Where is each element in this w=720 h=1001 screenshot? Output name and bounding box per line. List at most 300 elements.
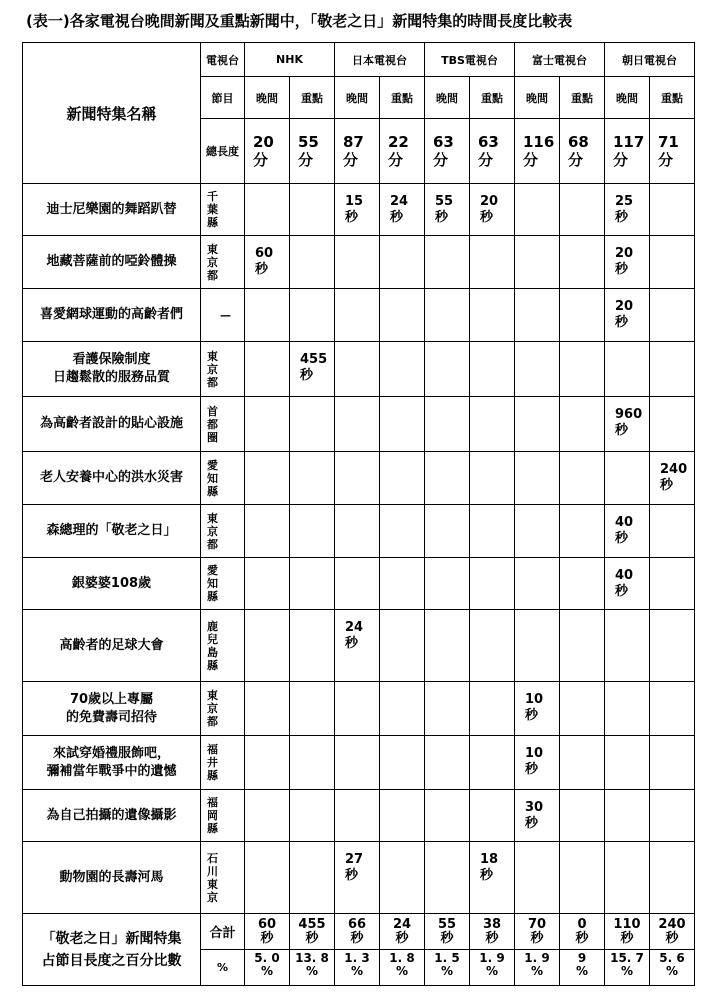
value-number: 27 bbox=[345, 852, 364, 867]
percent-value: 5. 0 bbox=[254, 951, 280, 965]
length-unit: 分 bbox=[343, 151, 359, 169]
value-cell bbox=[380, 342, 425, 397]
value-cell bbox=[515, 505, 560, 558]
value-cell bbox=[335, 236, 380, 289]
length-value: 63 bbox=[433, 133, 454, 151]
total-unit: 秒 bbox=[665, 930, 679, 946]
percent-cell bbox=[650, 950, 695, 986]
row-location bbox=[201, 505, 245, 558]
value-cell bbox=[290, 842, 335, 914]
value-cell bbox=[650, 397, 695, 452]
value-cell bbox=[245, 452, 290, 505]
row-name bbox=[23, 736, 201, 790]
row-location bbox=[201, 184, 245, 236]
row-name-line: 迪士尼樂園的舞蹈趴替 bbox=[46, 201, 177, 217]
total-cell bbox=[290, 914, 335, 950]
length-cell bbox=[605, 119, 650, 184]
value-cell bbox=[650, 682, 695, 736]
percent-value: 13. 8 bbox=[295, 951, 329, 965]
total-unit: 秒 bbox=[530, 930, 544, 946]
value-cell bbox=[290, 397, 335, 452]
value-cell bbox=[425, 736, 470, 790]
value-cell bbox=[470, 736, 515, 790]
value-cell bbox=[245, 236, 290, 289]
value-unit: 秒 bbox=[345, 636, 359, 651]
value-cell bbox=[650, 236, 695, 289]
percent-unit: % bbox=[260, 964, 274, 978]
value-cell bbox=[470, 505, 515, 558]
value-cell bbox=[470, 342, 515, 397]
percent-cell bbox=[560, 950, 605, 986]
value-cell bbox=[515, 289, 560, 342]
value-cell bbox=[425, 790, 470, 842]
row-name bbox=[23, 610, 201, 682]
value-cell bbox=[290, 505, 335, 558]
row-location bbox=[201, 842, 245, 914]
value-cell bbox=[335, 736, 380, 790]
row-location-text: 東京都 bbox=[207, 349, 218, 389]
value-cell bbox=[605, 236, 650, 289]
value-cell bbox=[290, 610, 335, 682]
length-value: 63 bbox=[478, 133, 499, 151]
value-cell bbox=[605, 184, 650, 236]
value-cell bbox=[515, 558, 560, 610]
program-cell: 晚間 bbox=[605, 77, 650, 119]
total-cell bbox=[245, 914, 290, 950]
value-unit: 秒 bbox=[615, 315, 629, 330]
value-cell bbox=[650, 842, 695, 914]
value-number: 20 bbox=[480, 194, 499, 209]
value-unit: 秒 bbox=[615, 423, 629, 438]
length-cell bbox=[380, 119, 425, 184]
total-unit: 秒 bbox=[440, 930, 454, 946]
value-cell bbox=[335, 289, 380, 342]
value-cell bbox=[425, 505, 470, 558]
row-location bbox=[201, 736, 245, 790]
value-cell bbox=[335, 842, 380, 914]
table-row bbox=[23, 682, 695, 736]
value-cell bbox=[380, 842, 425, 914]
value-cell bbox=[605, 682, 650, 736]
total-cell bbox=[605, 914, 650, 950]
value-cell bbox=[380, 558, 425, 610]
value-cell bbox=[290, 342, 335, 397]
value-cell bbox=[245, 610, 290, 682]
length-unit: 分 bbox=[613, 151, 629, 169]
total-unit: 秒 bbox=[350, 930, 364, 946]
length-value: 117 bbox=[613, 133, 645, 151]
value-cell bbox=[245, 790, 290, 842]
value-cell bbox=[650, 558, 695, 610]
percent-label: % bbox=[201, 950, 245, 986]
value-number: 24 bbox=[345, 620, 364, 635]
value-number: 24 bbox=[390, 194, 409, 209]
value-cell bbox=[335, 184, 380, 236]
length-cell bbox=[335, 119, 380, 184]
length-unit: 分 bbox=[658, 151, 674, 169]
value-cell bbox=[335, 505, 380, 558]
row-location-text: 石川東京 bbox=[207, 851, 218, 904]
row-location bbox=[201, 397, 245, 452]
value-cell bbox=[560, 397, 605, 452]
table-row bbox=[23, 184, 695, 236]
value-cell bbox=[380, 452, 425, 505]
length-unit: 分 bbox=[388, 151, 404, 169]
value-cell bbox=[605, 842, 650, 914]
percent-cell bbox=[605, 950, 650, 986]
value-number: 40 bbox=[615, 568, 634, 583]
value-cell bbox=[650, 452, 695, 505]
total-unit: 秒 bbox=[575, 930, 589, 946]
value-unit: 秒 bbox=[525, 762, 539, 777]
value-cell bbox=[605, 558, 650, 610]
length-cell bbox=[515, 119, 560, 184]
value-cell bbox=[515, 184, 560, 236]
table-row bbox=[23, 736, 695, 790]
program-cell: 重點 bbox=[560, 77, 605, 119]
row-name-line: 動物園的長壽河馬 bbox=[59, 869, 164, 885]
value-cell bbox=[605, 397, 650, 452]
table-row bbox=[23, 790, 695, 842]
value-cell bbox=[245, 505, 290, 558]
row-name bbox=[23, 236, 201, 289]
percent-value: 1. 8 bbox=[389, 951, 415, 965]
value-cell bbox=[380, 184, 425, 236]
table-row bbox=[23, 342, 695, 397]
value-cell bbox=[425, 682, 470, 736]
total-unit: 秒 bbox=[305, 930, 319, 946]
value-cell bbox=[245, 184, 290, 236]
program-cell: 重點 bbox=[650, 77, 695, 119]
program-cell: 重點 bbox=[380, 77, 425, 119]
total-value: 60 bbox=[257, 916, 277, 932]
total-value: 38 bbox=[482, 916, 502, 932]
percent-cell bbox=[425, 950, 470, 986]
row-location bbox=[201, 289, 245, 342]
value-cell bbox=[470, 452, 515, 505]
value-cell bbox=[515, 842, 560, 914]
value-unit: 秒 bbox=[480, 868, 494, 883]
row-name-line: 森總理的「敬老之日」 bbox=[46, 523, 177, 538]
length-unit: 分 bbox=[523, 151, 539, 169]
program-cell: 重點 bbox=[290, 77, 335, 119]
percent-cell bbox=[470, 950, 515, 986]
row-location-text: 福岡縣 bbox=[207, 796, 218, 835]
station-fuji: 富士電視台 bbox=[515, 43, 605, 77]
value-number: 30 bbox=[525, 800, 544, 815]
table-row bbox=[23, 842, 695, 914]
row-name-line: 70歲以上專屬 bbox=[69, 691, 154, 707]
value-unit: 秒 bbox=[525, 708, 539, 723]
value-cell bbox=[380, 610, 425, 682]
row-location bbox=[201, 790, 245, 842]
percent-unit: % bbox=[395, 964, 409, 978]
row-location-text: 鹿兒島縣 bbox=[207, 619, 218, 672]
header-name-cell: 新聞特集名稱 bbox=[23, 43, 201, 184]
total-value: 455 bbox=[298, 916, 326, 932]
row-name-line: 的免費壽司招待 bbox=[65, 709, 157, 725]
value-unit: 秒 bbox=[615, 584, 629, 599]
percent-cell bbox=[335, 950, 380, 986]
value-cell bbox=[470, 184, 515, 236]
total-value: 110 bbox=[613, 916, 641, 932]
value-cell bbox=[560, 682, 605, 736]
length-value: 20 bbox=[253, 133, 274, 151]
total-cell bbox=[335, 914, 380, 950]
value-cell bbox=[425, 452, 470, 505]
header-length-label: 總長度 bbox=[201, 119, 245, 184]
station-nhk: NHK bbox=[245, 43, 335, 77]
value-cell bbox=[425, 610, 470, 682]
value-cell bbox=[605, 289, 650, 342]
value-cell bbox=[290, 736, 335, 790]
station-ntv: 日本電視台 bbox=[335, 43, 425, 77]
value-number: 40 bbox=[615, 515, 634, 530]
value-cell bbox=[380, 505, 425, 558]
row-name bbox=[23, 184, 201, 236]
value-cell bbox=[470, 558, 515, 610]
value-cell bbox=[425, 558, 470, 610]
table-row bbox=[23, 505, 695, 558]
row-name-line: 彌補當年戰爭中的遺憾 bbox=[46, 763, 177, 779]
value-cell bbox=[290, 236, 335, 289]
value-cell bbox=[515, 236, 560, 289]
program-cell: 晚間 bbox=[515, 77, 560, 119]
percent-unit: % bbox=[530, 964, 544, 978]
row-name bbox=[23, 289, 201, 342]
value-number: 240 bbox=[660, 462, 688, 477]
value-number: 10 bbox=[525, 746, 544, 761]
percent-value: 9 bbox=[577, 951, 587, 965]
length-value: 87 bbox=[343, 133, 364, 151]
value-cell bbox=[605, 452, 650, 505]
row-location-text: — bbox=[220, 308, 231, 322]
percent-unit: % bbox=[620, 964, 634, 978]
row-location bbox=[201, 342, 245, 397]
percent-unit: % bbox=[575, 964, 589, 978]
value-cell bbox=[425, 184, 470, 236]
value-unit: 秒 bbox=[390, 210, 404, 225]
row-name-line: 看護保險制度 bbox=[72, 352, 151, 367]
value-unit: 秒 bbox=[615, 262, 629, 277]
row-location bbox=[201, 610, 245, 682]
percent-value: 1. 9 bbox=[524, 951, 550, 965]
total-value: 0 bbox=[577, 916, 587, 932]
value-cell bbox=[560, 184, 605, 236]
percent-cell bbox=[515, 950, 560, 986]
percent-cell bbox=[380, 950, 425, 986]
value-cell bbox=[335, 452, 380, 505]
totals-row bbox=[23, 914, 695, 950]
row-location-text: 東京都 bbox=[207, 511, 218, 551]
row-location-text: 愛知縣 bbox=[207, 458, 218, 498]
percent-value: 1. 5 bbox=[434, 951, 460, 965]
value-cell bbox=[245, 289, 290, 342]
total-value: 70 bbox=[527, 916, 547, 932]
length-value: 71 bbox=[658, 133, 679, 151]
value-cell bbox=[335, 342, 380, 397]
value-cell bbox=[380, 682, 425, 736]
value-cell bbox=[290, 184, 335, 236]
value-cell bbox=[560, 342, 605, 397]
value-cell bbox=[515, 610, 560, 682]
value-cell bbox=[560, 790, 605, 842]
value-cell bbox=[470, 289, 515, 342]
table-row bbox=[23, 289, 695, 342]
row-name bbox=[23, 397, 201, 452]
value-cell bbox=[560, 558, 605, 610]
value-cell bbox=[560, 452, 605, 505]
value-cell bbox=[380, 397, 425, 452]
header-station-label: 電視台 bbox=[201, 43, 245, 77]
percent-unit: % bbox=[440, 964, 454, 978]
percent-unit: % bbox=[305, 964, 319, 978]
row-location-text: 東京都 bbox=[207, 689, 218, 728]
length-cell bbox=[470, 119, 515, 184]
value-cell bbox=[380, 790, 425, 842]
row-name bbox=[23, 790, 201, 842]
percent-value: 1. 3 bbox=[344, 951, 370, 965]
row-name-line: 高齡者的足球大會 bbox=[59, 637, 164, 653]
value-unit: 秒 bbox=[615, 210, 629, 225]
length-unit: 分 bbox=[568, 151, 584, 169]
value-cell bbox=[515, 736, 560, 790]
value-unit: 秒 bbox=[435, 210, 449, 225]
row-location bbox=[201, 452, 245, 505]
row-name-line: 日趨鬆散的服務品質 bbox=[52, 370, 170, 385]
value-cell bbox=[605, 790, 650, 842]
row-name bbox=[23, 342, 201, 397]
program-cell: 晚間 bbox=[425, 77, 470, 119]
row-name bbox=[23, 682, 201, 736]
station-tbs: TBS電視台 bbox=[425, 43, 515, 77]
value-cell bbox=[470, 236, 515, 289]
value-cell bbox=[650, 736, 695, 790]
percent-unit: % bbox=[350, 964, 364, 978]
total-cell bbox=[425, 914, 470, 950]
row-name bbox=[23, 452, 201, 505]
row-location bbox=[201, 558, 245, 610]
footer-label-line1: 「敬老之日」新聞特集 bbox=[41, 930, 182, 947]
value-cell bbox=[470, 842, 515, 914]
length-cell bbox=[560, 119, 605, 184]
value-cell bbox=[380, 736, 425, 790]
length-value: 116 bbox=[523, 133, 555, 151]
value-unit: 秒 bbox=[255, 262, 269, 277]
row-name-line: 喜愛網球運動的高齡者們 bbox=[39, 307, 183, 322]
row-name bbox=[23, 558, 201, 610]
percent-cell bbox=[245, 950, 290, 986]
footer-label-line2: 占節目長度之百分比數 bbox=[41, 952, 182, 969]
row-location-text: 福井縣 bbox=[207, 743, 218, 782]
station-asahi: 朝日電視台 bbox=[605, 43, 695, 77]
value-number: 455 bbox=[300, 352, 328, 367]
table-row bbox=[23, 610, 695, 682]
value-number: 25 bbox=[615, 194, 634, 209]
header-row-stations bbox=[23, 43, 695, 77]
program-cell: 晚間 bbox=[335, 77, 380, 119]
value-number: 55 bbox=[435, 194, 454, 209]
value-cell bbox=[290, 558, 335, 610]
percent-unit: % bbox=[665, 964, 679, 978]
total-unit: 秒 bbox=[485, 930, 499, 946]
length-cell bbox=[245, 119, 290, 184]
table-row bbox=[23, 452, 695, 505]
value-cell bbox=[560, 236, 605, 289]
value-cell bbox=[560, 842, 605, 914]
value-cell bbox=[335, 558, 380, 610]
row-name-line: 銀婆婆108歲 bbox=[71, 575, 152, 591]
total-cell bbox=[470, 914, 515, 950]
value-cell bbox=[245, 842, 290, 914]
row-location bbox=[201, 682, 245, 736]
value-unit: 秒 bbox=[300, 368, 314, 383]
value-cell bbox=[335, 682, 380, 736]
value-cell bbox=[425, 397, 470, 452]
percent-unit: % bbox=[485, 964, 499, 978]
row-name-line: 老人安養中心的洪水災害 bbox=[39, 470, 183, 485]
table-title: (表一)各家電視台晚間新聞及重點新聞中，「敬老之日」新聞特集的時間長度比較表 bbox=[26, 12, 573, 30]
percent-cell bbox=[290, 950, 335, 986]
header-program-label: 節目 bbox=[201, 77, 245, 119]
value-cell bbox=[470, 610, 515, 682]
row-name-line: 為自己拍攝的遺像攝影 bbox=[46, 807, 177, 823]
total-cell bbox=[380, 914, 425, 950]
table-row bbox=[23, 558, 695, 610]
value-cell bbox=[605, 736, 650, 790]
total-unit: 秒 bbox=[620, 930, 634, 946]
row-name-line: 為高齡者設計的貼心設施 bbox=[39, 416, 183, 431]
total-label: 合計 bbox=[201, 914, 245, 950]
value-number: 20 bbox=[615, 246, 634, 261]
value-cell bbox=[515, 682, 560, 736]
value-cell bbox=[380, 289, 425, 342]
row-location bbox=[201, 236, 245, 289]
value-cell bbox=[515, 397, 560, 452]
value-cell bbox=[605, 610, 650, 682]
value-unit: 秒 bbox=[480, 210, 494, 225]
total-cell bbox=[650, 914, 695, 950]
footer-label bbox=[23, 914, 201, 986]
value-cell bbox=[605, 342, 650, 397]
value-number: 10 bbox=[525, 692, 544, 707]
length-unit: 分 bbox=[433, 151, 449, 169]
length-value: 68 bbox=[568, 133, 589, 151]
value-cell bbox=[560, 610, 605, 682]
value-number: 18 bbox=[480, 852, 499, 867]
percent-value: 5. 6 bbox=[659, 951, 685, 965]
value-cell bbox=[470, 682, 515, 736]
total-unit: 秒 bbox=[395, 930, 409, 946]
row-name-line: 地藏菩薩前的啞鈴體操 bbox=[46, 254, 177, 269]
length-cell bbox=[650, 119, 695, 184]
value-cell bbox=[335, 397, 380, 452]
value-cell bbox=[650, 184, 695, 236]
value-cell bbox=[245, 342, 290, 397]
table-row bbox=[23, 397, 695, 452]
value-number: 960 bbox=[615, 407, 643, 422]
value-cell bbox=[650, 790, 695, 842]
value-cell bbox=[650, 505, 695, 558]
value-cell bbox=[335, 790, 380, 842]
length-value: 22 bbox=[388, 133, 409, 151]
value-cell bbox=[290, 289, 335, 342]
value-cell bbox=[560, 289, 605, 342]
row-location-text: 首都圈 bbox=[207, 404, 218, 444]
percent-value: 1. 9 bbox=[479, 951, 505, 965]
value-number: 20 bbox=[615, 299, 634, 314]
length-unit: 分 bbox=[298, 151, 314, 169]
